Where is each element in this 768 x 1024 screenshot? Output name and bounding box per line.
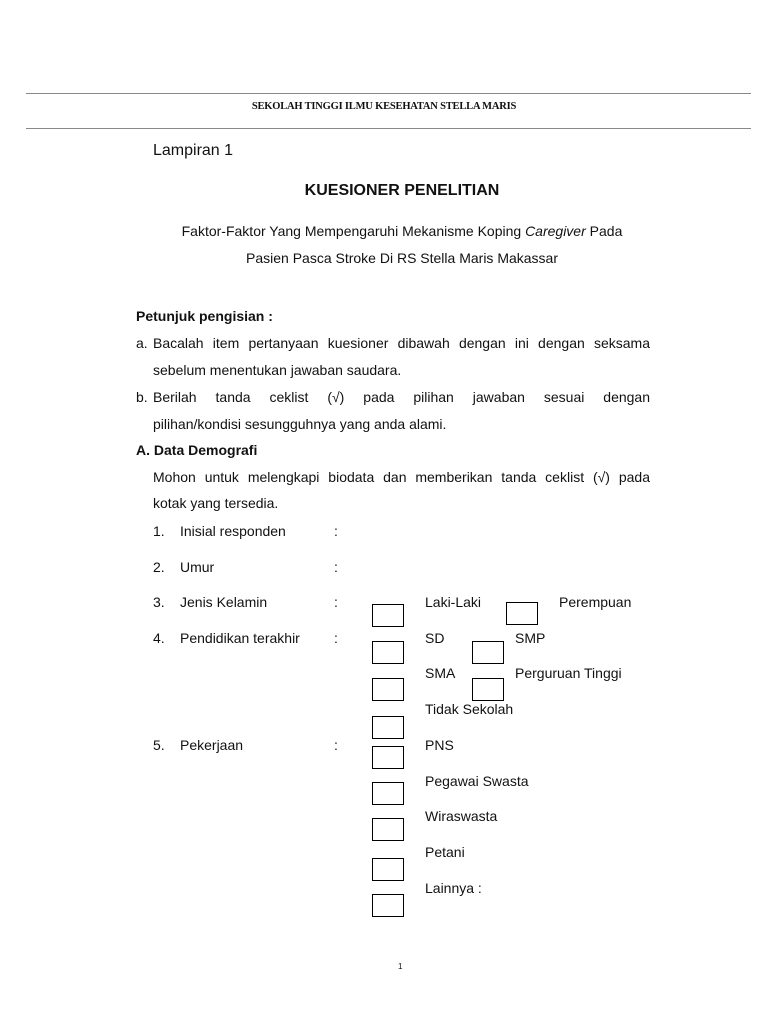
- field-2-label: Umur: [180, 559, 215, 575]
- instruction-b-line-2: pilihan/kondisi sesungguhnya yang anda alami.: [153, 416, 447, 432]
- option-wiraswasta-label: Wiraswasta: [425, 808, 498, 824]
- instruction-a-line-1: Bacalah item pertanyaan kuesioner dibawah dengan ini dengan seksama: [153, 335, 650, 351]
- checkbox-perempuan[interactable]: [506, 602, 538, 625]
- field-3-number: 3.: [153, 594, 165, 610]
- page-number: 1: [398, 962, 403, 971]
- instruction-a-line-2: sebelum menentukan jawaban saudara.: [153, 362, 402, 378]
- checkbox-lainnya[interactable]: [372, 894, 404, 917]
- option-smp-label: SMP: [515, 630, 546, 646]
- option-tidak-sekolah-label: Tidak Sekolah: [425, 701, 514, 717]
- section-a-intro-line-1: Mohon untuk melengkapi biodata dan memberikan tanda ceklist (√) pada: [153, 469, 650, 485]
- option-perempuan-label: Perempuan: [559, 594, 632, 610]
- option-petani-label: Petani: [425, 844, 465, 860]
- school-header: SEKOLAH TINGGI ILMU KESEHATAN STELLA MARIS: [251, 101, 517, 112]
- checkbox-petani[interactable]: [372, 858, 404, 881]
- checkbox-smp[interactable]: [472, 641, 504, 664]
- section-a-heading: A. Data Demografi: [136, 442, 258, 458]
- checkbox-sma[interactable]: [372, 678, 404, 701]
- instruction-b-line-1: Berilah tanda ceklist (√) pada pilihan jawaban sesuai dengan: [153, 389, 650, 405]
- checkbox-sd[interactable]: [372, 641, 404, 664]
- section-a-intro-line-2: kotak yang tersedia.: [153, 495, 279, 511]
- header-bottom-rule: [26, 128, 751, 129]
- field-2-colon: :: [334, 559, 338, 575]
- option-perguruan-tinggi-label: Perguruan Tinggi: [515, 665, 622, 681]
- field-4-number: 4.: [153, 630, 165, 646]
- subtitle-line-1: [0, 223, 768, 239]
- field-5-number: 5.: [153, 737, 165, 753]
- checkbox-pns[interactable]: [372, 746, 404, 769]
- checkbox-wiraswasta[interactable]: [372, 818, 404, 841]
- page-title: KUESIONER PENELITIAN: [304, 182, 500, 199]
- field-1-colon: :: [334, 523, 338, 539]
- field-3-label: Jenis Kelamin: [180, 594, 268, 610]
- option-pegawai-swasta-label: Pegawai Swasta: [425, 773, 529, 789]
- checkbox-perguruan-tinggi[interactable]: [472, 678, 504, 701]
- instruction-a-marker: a.: [136, 335, 148, 351]
- field-4-colon: :: [334, 630, 338, 646]
- field-1-label: Inisial responden: [180, 523, 286, 539]
- field-3-colon: :: [334, 594, 338, 610]
- subtitle-line-1-post: Pada: [585, 223, 623, 239]
- checkbox-tidak-sekolah[interactable]: [372, 716, 404, 739]
- subtitle-line-1-pre: Faktor-Faktor Yang Mempengaruhi Mekanisme Koping: [181, 223, 526, 239]
- option-sd-label: SD: [425, 630, 445, 646]
- subtitle-line-2: Pasien Pasca Stroke Di RS Stella Maris Makassar: [246, 250, 558, 266]
- instruction-b-marker: b.: [136, 389, 148, 405]
- instructions-heading: Petunjuk pengisian :: [136, 308, 273, 324]
- option-lainnya-label: Lainnya :: [425, 880, 482, 896]
- appendix-label: Lampiran 1: [153, 142, 234, 159]
- option-pns-label: PNS: [425, 737, 454, 753]
- option-laki-laki-label: Laki-Laki: [425, 594, 482, 610]
- field-2-number: 2.: [153, 559, 165, 575]
- header-top-rule: [26, 93, 751, 94]
- field-4-label: Pendidikan terakhir: [180, 630, 300, 646]
- subtitle-italic-word: Caregiver: [525, 223, 586, 239]
- option-sma-label: SMA: [425, 665, 456, 681]
- field-5-colon: :: [334, 737, 338, 753]
- field-1-number: 1.: [153, 523, 165, 539]
- checkbox-pegawai-swasta[interactable]: [372, 782, 404, 805]
- checkbox-laki-laki[interactable]: [372, 604, 404, 627]
- field-5-label: Pekerjaan: [180, 737, 244, 753]
